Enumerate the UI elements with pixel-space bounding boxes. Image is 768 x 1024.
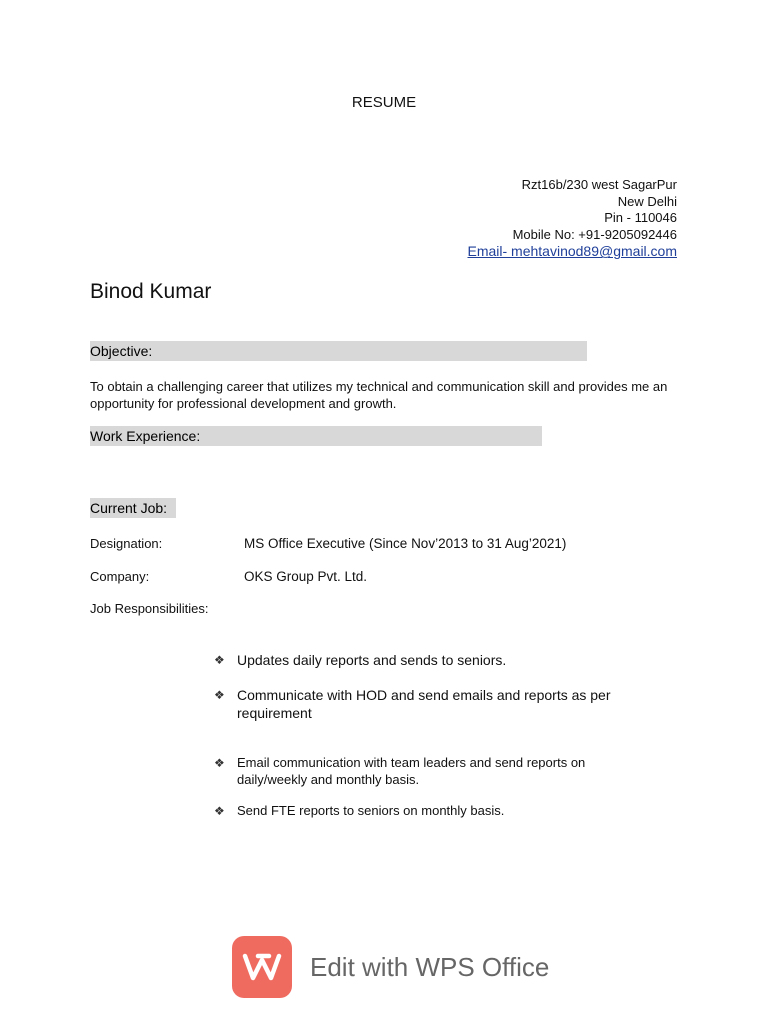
responsibilities-label: Job Responsibilities:: [90, 601, 209, 616]
company-value: OKS Group Pvt. Ltd.: [244, 569, 368, 584]
mobile-number: Mobile No: +91-9205092446: [512, 226, 677, 242]
current-job-heading: Current Job:: [90, 500, 168, 516]
objective-text: To obtain a challenging career that utilizes my technical and communication skill and provides me an opportunity for professional development and growth.: [90, 379, 668, 411]
bullet-icon: ❖: [214, 804, 225, 818]
address-pin: Pin - 110046: [604, 210, 677, 226]
objective-heading: Objective:: [90, 343, 153, 359]
wps-edit-text[interactable]: Edit with WPS Office: [310, 951, 550, 982]
responsibility-text: Communicate with HOD and send emails and reports as per requirement: [237, 687, 611, 721]
email-link[interactable]: Email- mehtavinod89@gmail.com: [467, 243, 677, 260]
wps-w-glyph: [242, 952, 282, 982]
address-line: Rzt16b/230 west SagarPur: [521, 177, 677, 192]
document-title: RESUME: [351, 94, 417, 111]
candidate-name: Binod Kumar: [90, 280, 212, 303]
work-experience-heading: Work Experience:: [90, 428, 201, 444]
current-job-heading-bar: [90, 498, 176, 518]
bullet-icon: ❖: [214, 756, 225, 770]
designation-value: MS Office Executive (Since Nov’2013 to 31 Aug’2021): [244, 536, 567, 551]
bullet-icon: ❖: [214, 688, 225, 702]
responsibility-text: Send FTE reports to seniors on monthly basis.: [237, 803, 505, 818]
responsibility-text: Email communication with team leaders and send reports on daily/weekly and monthly basis.: [237, 755, 586, 787]
designation-label: Designation:: [90, 536, 163, 551]
address-city: New Delhi: [617, 193, 677, 209]
objective-heading-bar: [90, 341, 587, 361]
wps-edit-banner[interactable]: [232, 936, 549, 998]
work-experience-heading-bar: [90, 426, 542, 446]
wps-logo-icon[interactable]: [232, 936, 292, 998]
responsibility-item: [214, 755, 654, 788]
bullet-icon: ❖: [214, 653, 225, 667]
company-label: Company:: [90, 569, 150, 584]
responsibility-item: [214, 686, 654, 722]
responsibility-item: [214, 651, 654, 669]
responsibility-text: Updates daily reports and sends to seniors.: [237, 652, 507, 668]
responsibility-item: [214, 803, 654, 820]
address-block: [467, 177, 677, 261]
